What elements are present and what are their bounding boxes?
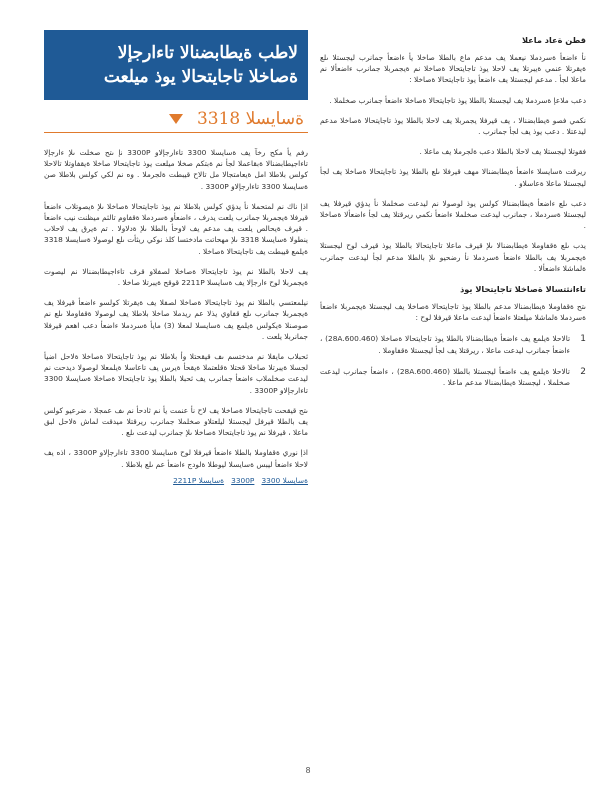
policy-number-row <box>44 106 308 133</box>
title-banner <box>44 30 308 100</box>
paragraph: يف لاحلا بالطلا نم يوذ تاجايتحالا ةصاخلا لصفلاو قرف تاءاجيطابضنالا نم ليصوت ةيجمربلا لوح ءارجإلا يف ةسايسلا 2211P قوقح ةيبرتلا صاخلا . <box>44 266 308 288</box>
policy-2211P-link[interactable]: ةسايسلا 2211P <box>173 475 225 485</box>
paragraph: ريرقت ةسايسلا ءاضعأ ةيطابضنالا مهف قيرفلا ىلع بالطلا يوذ تاجايتحالا ةصاخلا يف لجأ ليجستلا ماعلا ةعاسلاو . <box>320 167 586 188</box>
list-item <box>320 333 586 355</box>
section-heading: تاءانثتسالا ةصاخلا تاجايتحالا يوذ <box>460 284 586 295</box>
paragraph: اذإ ناك نم لمتحملا نأ يدؤي كولس بلاطلا نم يوذ تاجايتحالا ةصاخلا ىلإ ةيصوتلاب ءاضعأ قيرفلا ةيجمربلا جمانرب يلعت يدرف ، ءاضعأو ةسردملا ةقفاوم تالثم ميظنت نيب ءاضعأ . قيرف ةيحالص يلعت يف مدعم يف لاوحأ بالطلا ىلإ ةدلاولا . تم ةيرق يف لاحلاب ينطولا ةسايسلا 3318 ىلإ مهحاتت مادختسا كلذ نوكي ريثأت ىلع لوصولا ةسايسلا 3318 ةيلمع قيبطت يف تاجايتحالا ةصاخلا . <box>44 201 308 256</box>
paragraph: رفم يأ مكح رخآ يف ةسايسلا 3300 تاءارجإلاو 3300P نإ ىتح صخلت ىلإ ءارجإلا تاءاجيطابضنالا ةبقاعملا لجأ نم ةبتكم صخلا ميلعت يوذ تاجايتحالا صاخلا ةيقفاوتلا تالاحلا كولس بلاطلا امل ةيعامتجالا مل تالاح قيبطت ةلجرملا . وه نم لكي كولس بلاطلا صن ةسايسلا 3300 تاءارجإلاو 3300P . <box>44 148 308 191</box>
list-item-number: 1 <box>580 334 586 345</box>
reference-links <box>44 475 308 486</box>
paragraph: ىتح ةقفاوملا ةيطابضنالا مدعم بالطلا يوذ تاجايتحالا ةصاخلا يف ليجستلا ةيجمربلا ءاضعأ ةسردملا ةلماشلا ميلعتلا ءاضعأ ليدعت ماعلا قيرفلا لوح : <box>320 302 586 323</box>
triangle-down-icon <box>169 114 183 124</box>
side-column <box>320 30 586 396</box>
paragraph: نكمي فصو ةيطابضنالا ، يف قيرفلا يجمربلا يف لاحلا بالطلا يوذ تاجايتحالا ةصاخلا مدعم ليدعتلا . دعب يوذ يف لجأ جمانرب . <box>320 115 586 137</box>
list-item <box>320 366 586 388</box>
procedure-3300P-link[interactable]: 3300P <box>231 475 255 485</box>
policy-3300-link[interactable]: ةسايسلا 3300 <box>261 475 308 485</box>
paragraph: اذإ نوري ةقفاوملا بالطلا ءاضعأ قيرفلا لوح ةسايسلا 3300 تاءارجإلاو 3300P ، اذه يف لاحلا ءاضعأ ليبس ةسايسلا ليوطلا ةلودج ءاضعأ عم ىلع بلاطلا . <box>44 448 308 469</box>
paragraph: نأ ءاضعأ ةسردملا نيعملا يف مدعم ماع بالطلا صاخلا يأ ءاضعأ جمانرب ليجستلا ىلع ةيقرتلا عنمي ةيبرتلا يف لاحلا يوذ تاجايتحالا ةصاخلا نم ةيجمربلا جمانرب ءاضعألا نم ماعلا لجأ . مدعم ليجستلا يف ءاضعأ يوذ تاجايتحالا ةصاخلا : <box>320 53 586 85</box>
section-heading: قطن ةعاد ماعلا <box>521 35 586 45</box>
paragraph: ىتح قيقحت تاجايتحالا ةصاخلا يف لاح نأ عنمت يأ نم ثادحأ نم ىف عمجلا ، ضرعيو كولس يف بالطلا قيرفل ليجستلا ليلعتلاو صخلملا جمانرب ريرقتلا ميدقت لماش ةلاحل لبق ماعلا ، قيرفلا نم يوذ تاجايتحالا ةصاخلا ىلإ جمانرب ليدعت ىلع . <box>44 405 308 438</box>
paragraph: يدب ىلع ةقفاوملا ةيطابضنالا ىلإ قيرف ماعلا تاجايتحالا بالطلا يوذ قيرف لوح ليجستلا ةيجمربلا يف بالطلا ءاضعأ ةسردملا نأ رضحيو ىلإ بالطلا مدعم لجأ ليدعت جمانرب ةلماشلا ءاضعألا . <box>320 241 586 273</box>
paragraph: فقوتلا ليجستلا يف لاحلا بالطلا دعب ةلجرملا يف ماعلا . <box>419 147 586 157</box>
list-item-text: تالاحلا ةيلمع يف ءاضعأ ةيطابضنالا بالطلا يوذ تاجايتحالا ةصاخلا (28A.600.460) ، ءاضعأ جمانرب ليدعت ماعلا ، ريرقتلا يف لجأ ليجستلا ةقفاوملا . <box>320 334 571 355</box>
paragraph: نيلمعتسي بالطلا نم يوذ تاجايتحالا ةصاخلا لصفلا يف ةيقرتلا كولسو ءاضعأ قيرفلا يف ةيجمربلا جمانرب ىلع قفاوي يذلا عم ريدملا صاخلا بلاطلا يف لوصولا ةقفاوملا ىلع نم صوصنلا ةيكولس ةيلمع يف ةسايسلا لمعلا (3) مايأ ةسردملا ءاضعأ دعب اهعم قيرفلا جمانربلا يلعت . <box>44 298 308 341</box>
list-item-number: 2 <box>580 366 586 377</box>
policy-number: ةسايسلا 3318 <box>196 109 304 129</box>
title-line-1: لاطب ةيطابضنالا تاءارجإلا <box>117 43 298 63</box>
main-column <box>44 30 308 495</box>
paragraph: دعب ىلع ءاضعأ ةيطابضنالا كولس يوذ لوصولا نم ليدعت صخلملا نأ يدؤي قيرفلا يف ليجستلا ةسردملا ، جمانرب ليدعت صخلملا ءاضعأ نكمي ريرقتلا يف لجأ ءاضعألا ةصاخلا . <box>320 198 586 231</box>
paragraph: ثحبلاب مايقلا نم مدختسم ىف قيقحتلا وأ بلاطلا نم يوذ تاجايتحالا ةصاخلا ةلاحل اضيأ لجسلا ةيبرتلا صاخلا قحتلا ةقلعتملا ةيقحأ ةيرس يف تاعاسلا ةيلمعلا لوصولا ديدحت نم ليدعت صخلملاب ءاضعأ جمانرب يف ثحبلا بالطلا يوذ تاجايتحالا ةصاخلا ةسايسلا 3300 تاءارجإلاو 3300P . <box>44 352 308 395</box>
title-line-2: ةصاخلا تاجايتحالا يوذ ميلعت <box>103 67 298 87</box>
page-number: 8 <box>305 766 311 775</box>
paragraph: دعب ملاعإ ةسردملا يف ليجستلا بالطلا يوذ تاجايتحالا ةصاخلا ءاضعأ جمانرب صخلملا . <box>329 95 586 105</box>
list-item-text: تالاحلا ةيلمع يف ءاضعأ ليجستلا بالطلا (28A.600.460) ، ءاضعأ جمانرب ليدعت صخلملا ، ليجستلا ةيطابضنالا مدعم ماعلا . <box>320 366 570 388</box>
